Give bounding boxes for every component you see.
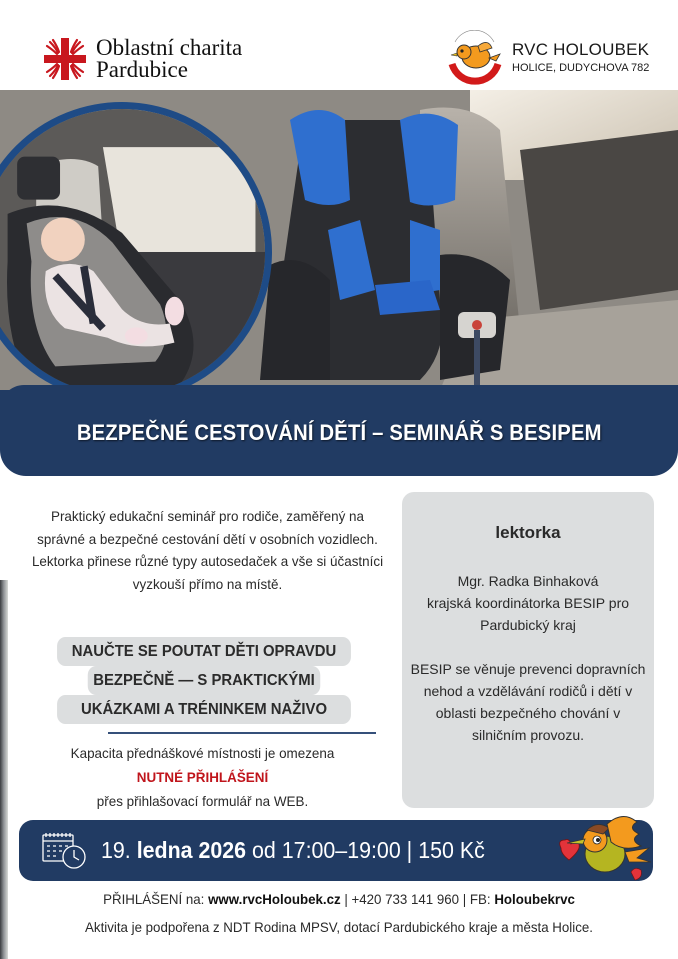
holoubek-bird-logo bbox=[446, 30, 504, 86]
caritas-cross-icon bbox=[42, 36, 88, 82]
lector-info bbox=[402, 570, 654, 636]
capacity-line-1: Kapacita přednáškové místnosti je omezena bbox=[70, 745, 335, 761]
facebook-link[interactable]: Holoubekrvc bbox=[494, 891, 575, 907]
footer-separator: | bbox=[462, 891, 467, 907]
charita-name-line1: Oblastní charita bbox=[96, 35, 243, 60]
website-link[interactable]: www.rvcHoloubek.cz bbox=[208, 891, 341, 907]
event-day: 19. bbox=[101, 837, 131, 863]
intro-paragraph-2: Lektorka přinese různé typy autosedaček a vše si účastníci vyzkouší přímo na místě. bbox=[31, 553, 384, 592]
event-separator: | bbox=[406, 837, 413, 863]
capacity-notice bbox=[37, 741, 368, 813]
header bbox=[0, 0, 678, 90]
lector-heading: lektorka bbox=[495, 523, 561, 542]
highlight-line-3: UKÁZKAMI A TRÉNINKEM NAŽIVO bbox=[57, 695, 351, 724]
registration-label: PŘIHLÁŠENÍ na: bbox=[103, 891, 205, 907]
intro-text bbox=[28, 505, 388, 595]
hero-photo-area bbox=[0, 90, 678, 390]
calendar-clock-icon bbox=[41, 831, 89, 871]
footer-contact-line bbox=[17, 888, 661, 910]
highlight-line-2: BEZPEČNĚ — S PRAKTICKÝMI bbox=[88, 666, 321, 695]
holoubek-title: RVC HOLOUBEK bbox=[512, 40, 650, 59]
event-price: 150 Kč bbox=[418, 837, 485, 863]
footer bbox=[0, 888, 678, 938]
highlight-line-1: NAUČTE SE POUTAT DĚTI OPRAVDU bbox=[57, 637, 351, 666]
page-title: BEZPEČNÉ CESTOVÁNÍ DĚTÍ – SEMINÁŘ S BESIPEM bbox=[76, 420, 602, 445]
event-time: od 17:00–19:00 bbox=[252, 837, 401, 863]
lector-card bbox=[402, 492, 654, 808]
intro-paragraph-1: Praktický edukační seminář pro rodiče, zaměřený na správné a bezpečné cestování dětí v osobních vozidlech. bbox=[37, 508, 378, 547]
registration-required: NUTNÉ PŘIHLÁŠENÍ bbox=[136, 769, 269, 785]
charita-name-line2: Pardubice bbox=[96, 57, 188, 82]
charita-branding bbox=[42, 36, 242, 82]
lector-description: BESIP se věnuje prevenci dopravních nehod a vzdělávání rodičů i dětí v oblasti bezpečného chování v silničním provozu. bbox=[410, 661, 646, 743]
event-date-text bbox=[101, 837, 485, 864]
event-month-year: ledna 2026 bbox=[136, 837, 247, 863]
highlight-box bbox=[54, 637, 354, 724]
capacity-line-3: přes přihlašovací formulář na WEB. bbox=[96, 793, 309, 809]
holoubek-text bbox=[512, 40, 649, 76]
support-statement: Aktivita je podpořena z NDT Rodina MPSV, dotací Pardubického kraje a města Holice. bbox=[85, 919, 593, 935]
highlight-divider bbox=[108, 732, 376, 734]
lector-name: Mgr. Radka Binhaková bbox=[457, 573, 599, 589]
footer-separator: | bbox=[344, 891, 348, 907]
lector-role: krajská koordinátorka BESIP pro Pardubický kraj bbox=[426, 595, 630, 633]
facebook-label: FB: bbox=[469, 891, 491, 907]
holoubek-branding bbox=[446, 30, 649, 86]
phone-number[interactable]: +420 733 141 960 bbox=[351, 891, 460, 907]
holoubek-address: HOLICE, DUDYCHOVA 782 bbox=[512, 62, 650, 74]
title-band bbox=[0, 390, 678, 476]
holoubek-bird-mascot-icon bbox=[553, 812, 663, 882]
charita-name bbox=[96, 37, 242, 81]
